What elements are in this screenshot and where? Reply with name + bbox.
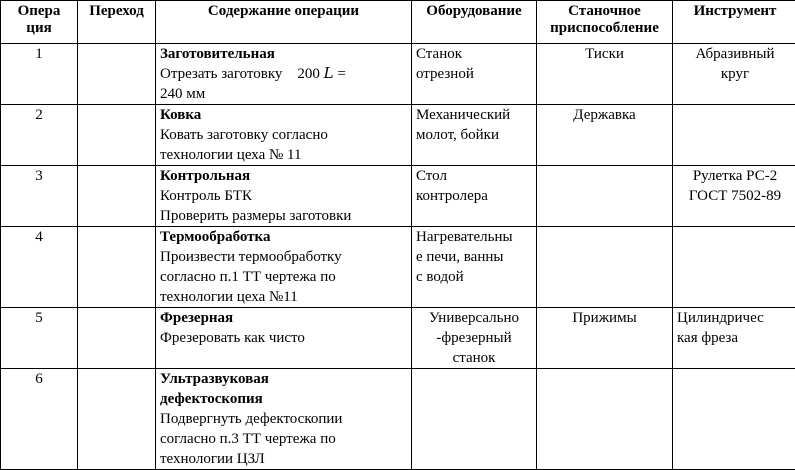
header-content: Содержание операции bbox=[156, 1, 412, 44]
operation-description: Контроль БТК Проверить размеры заготовки bbox=[160, 186, 407, 226]
fixture-cell bbox=[537, 369, 673, 470]
header-operation: Опера ция bbox=[1, 1, 78, 44]
transition-cell bbox=[78, 44, 156, 105]
operation-title: Заготовительная bbox=[160, 44, 407, 64]
fixture-cell bbox=[537, 166, 673, 227]
table-row bbox=[1, 227, 795, 308]
fixture-cell bbox=[537, 227, 673, 308]
fixture-cell: Прижимы bbox=[537, 308, 673, 369]
header-fixture: Станочное приспособление bbox=[537, 1, 673, 44]
header-row bbox=[1, 1, 795, 44]
equipment-cell: Универсально -фрезерный станок bbox=[412, 308, 537, 369]
operation-content bbox=[156, 369, 412, 470]
operation-number: 5 bbox=[1, 308, 78, 369]
transition-cell bbox=[78, 308, 156, 369]
operation-description: Отрезать заготовку 200 𝐿 = 240 мм bbox=[160, 64, 407, 104]
tool-cell: Рулетка РС-2 ГОСТ 7502-89 bbox=[673, 166, 795, 227]
transition-cell bbox=[78, 166, 156, 227]
operation-number: 6 bbox=[1, 369, 78, 470]
tool-cell bbox=[673, 369, 795, 470]
table-row bbox=[1, 369, 795, 470]
operation-content bbox=[156, 227, 412, 308]
transition-cell bbox=[78, 227, 156, 308]
operation-description: Произвести термообработку согласно п.1 ТТ чертежа по технологии цеха №11 bbox=[160, 247, 407, 307]
tool-cell: Цилиндричес кая фреза bbox=[673, 308, 795, 369]
fixture-cell: Державка bbox=[537, 105, 673, 166]
operation-number: 1 bbox=[1, 44, 78, 105]
equipment-cell: Станок отрезной bbox=[412, 44, 537, 105]
tool-cell bbox=[673, 105, 795, 166]
equipment-cell: Механический молот, бойки bbox=[412, 105, 537, 166]
operation-content bbox=[156, 308, 412, 369]
transition-cell bbox=[78, 369, 156, 470]
operation-content bbox=[156, 105, 412, 166]
tool-cell: Абразивный круг bbox=[673, 44, 795, 105]
header-transition: Переход bbox=[78, 1, 156, 44]
operation-content bbox=[156, 166, 412, 227]
equipment-cell: Нагревательны е печи, ванны с водой bbox=[412, 227, 537, 308]
header-tool: Инструмент bbox=[673, 1, 795, 44]
tool-cell bbox=[673, 227, 795, 308]
table-row bbox=[1, 105, 795, 166]
table-row bbox=[1, 44, 795, 105]
equipment-cell: Стол контролера bbox=[412, 166, 537, 227]
operation-description: Подвергнуть дефектоскопии согласно п.3 ТТ чертежа по технологии ЦЗЛ bbox=[160, 409, 407, 469]
operation-content bbox=[156, 44, 412, 105]
operation-title: Контрольная bbox=[160, 166, 407, 186]
operation-description: Фрезеровать как чисто bbox=[160, 328, 407, 348]
operation-number: 4 bbox=[1, 227, 78, 308]
table-row bbox=[1, 308, 795, 369]
transition-cell bbox=[78, 105, 156, 166]
operation-number: 2 bbox=[1, 105, 78, 166]
operation-title: Фрезерная bbox=[160, 308, 407, 328]
operation-title: Ковка bbox=[160, 105, 407, 125]
operation-title: Термообработка bbox=[160, 227, 407, 247]
fixture-cell: Тиски bbox=[537, 44, 673, 105]
operation-title: Ультразвуковая дефектоскопия bbox=[160, 369, 407, 409]
table-row bbox=[1, 166, 795, 227]
header-equipment: Оборудование bbox=[412, 1, 537, 44]
operation-number: 3 bbox=[1, 166, 78, 227]
equipment-cell bbox=[412, 369, 537, 470]
operation-description: Ковать заготовку согласно технологии цеха № 11 bbox=[160, 125, 407, 165]
